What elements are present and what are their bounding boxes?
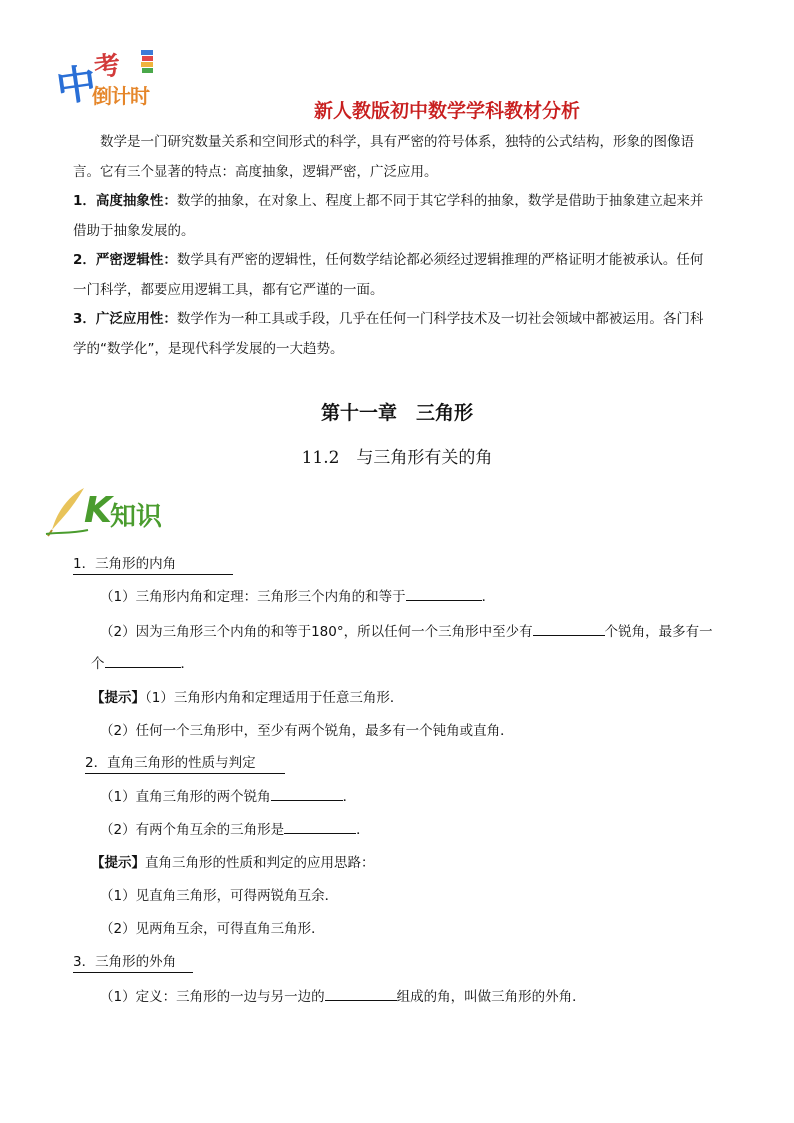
intro-line: 借助于抽象发展的。 <box>73 222 195 239</box>
intro-paragraph <box>73 128 723 364</box>
item-3-line-1 <box>100 985 586 1005</box>
tip-label: 【提示】 <box>91 690 145 706</box>
books-icon <box>140 48 154 74</box>
feature-label: 3．广泛应用性： <box>73 311 177 327</box>
feature-label: 1．高度抽象性： <box>73 193 177 209</box>
item-2-line-1 <box>100 785 356 805</box>
line-end: ． <box>342 789 357 805</box>
line-text: 组成的角，叫做三角形的外角． <box>396 989 586 1005</box>
logo-char-zhong: 中 <box>53 60 100 112</box>
line-text: 个 <box>91 656 105 672</box>
line-text: （1）定义：三角形的一边与另一边的 <box>100 989 325 1005</box>
logo-char-kao: 考 <box>92 50 122 84</box>
feature-2 <box>73 246 723 276</box>
item-1-line-3 <box>91 652 194 672</box>
answer-blank[interactable] <box>271 786 343 801</box>
feature-1 <box>73 187 723 217</box>
line-end: ． <box>356 822 370 838</box>
intro-line: 数学是一门研究数量关系和空间形式的科学，具有严密的符号体系，独特的公式结构，形象的图像语 <box>100 134 694 150</box>
intro-line: 学的“数学化”，是现代科学发展的一大趋势。 <box>73 340 344 357</box>
feature-3 <box>73 305 723 335</box>
feature-text: 数学作为一种工具或手段，几乎在任何一门科学技术及一切社会领域中都被运用。各门科 <box>176 311 704 327</box>
item-2-line-2 <box>100 818 370 838</box>
intro-line: 言。它有三个显著的特点：高度抽象，逻辑严密，广泛应用。 <box>73 163 438 180</box>
tip-text: （1）三角形内角和定理适用于任意三角形． <box>145 690 404 706</box>
item-1-tip-1 <box>91 686 403 706</box>
logo-text-countdown: 倒计时 <box>92 84 149 108</box>
tip-text: 直角三角形的性质和判定的应用思路： <box>145 855 375 871</box>
item-1-line-2 <box>100 620 713 640</box>
line-text: （2）有两个角互余的三角形是 <box>100 822 285 838</box>
section-title: 11.2 与三角形有关的角 <box>301 448 493 468</box>
line-text: （2）因为三角形三个内角的和等于180°，所以任何一个三角形中至少有 <box>100 624 533 640</box>
item-1-line-1 <box>100 585 495 605</box>
item-2-tip <box>91 851 375 871</box>
feature-text: 数学的抽象，在对象上、程度上都不同于其它学科的抽象，数学是借助于抽象建立起来并 <box>176 193 704 209</box>
item-3-heading: 3．三角形的外角 <box>73 950 193 973</box>
line-text: （1）直角三角形的两个锐角 <box>100 789 271 805</box>
document-title: 新人教版初中数学学科教材分析 <box>313 100 580 122</box>
item-2-tip-1: （1）见直角三角形，可得两锐角互余． <box>100 888 339 904</box>
item-1-heading: 1．三角形的内角 <box>73 552 233 575</box>
answer-blank[interactable] <box>325 986 397 1001</box>
item-2-heading: 2．直角三角形的性质与判定 <box>85 751 285 774</box>
tip-label: 【提示】 <box>91 855 145 871</box>
badge-text: 知识 <box>110 502 163 532</box>
item-1-tip-2: （2）任何一个三角形中，至少有两个锐角，最多有一个钝角或直角． <box>100 723 514 739</box>
line-end: ． <box>481 589 496 605</box>
knowledge-badge <box>44 486 184 538</box>
answer-blank[interactable] <box>533 621 605 636</box>
chapter-title: 第十一章 三角形 <box>320 402 473 424</box>
line-text: （1）三角形内角和定理：三角形三个内角的和等于 <box>100 589 406 605</box>
feature-label: 2．严密逻辑性： <box>73 252 177 268</box>
intro-line: 一门科学，都要应用逻辑工具，都有它严谨的一面。 <box>73 281 384 298</box>
answer-blank[interactable] <box>406 586 482 601</box>
badge-k: K <box>84 490 112 531</box>
feature-text: 数学具有严密的逻辑性，任何数学结论都必须经过逻辑推理的严格证明才能被承认。任何 <box>176 252 704 268</box>
line-end: ． <box>180 656 194 672</box>
answer-blank[interactable] <box>105 653 181 668</box>
item-2-tip-2: （2）见两角互余，可得直角三角形． <box>100 921 325 937</box>
answer-blank[interactable] <box>284 819 356 834</box>
line-text: 个锐角，最多有一 <box>604 624 713 640</box>
